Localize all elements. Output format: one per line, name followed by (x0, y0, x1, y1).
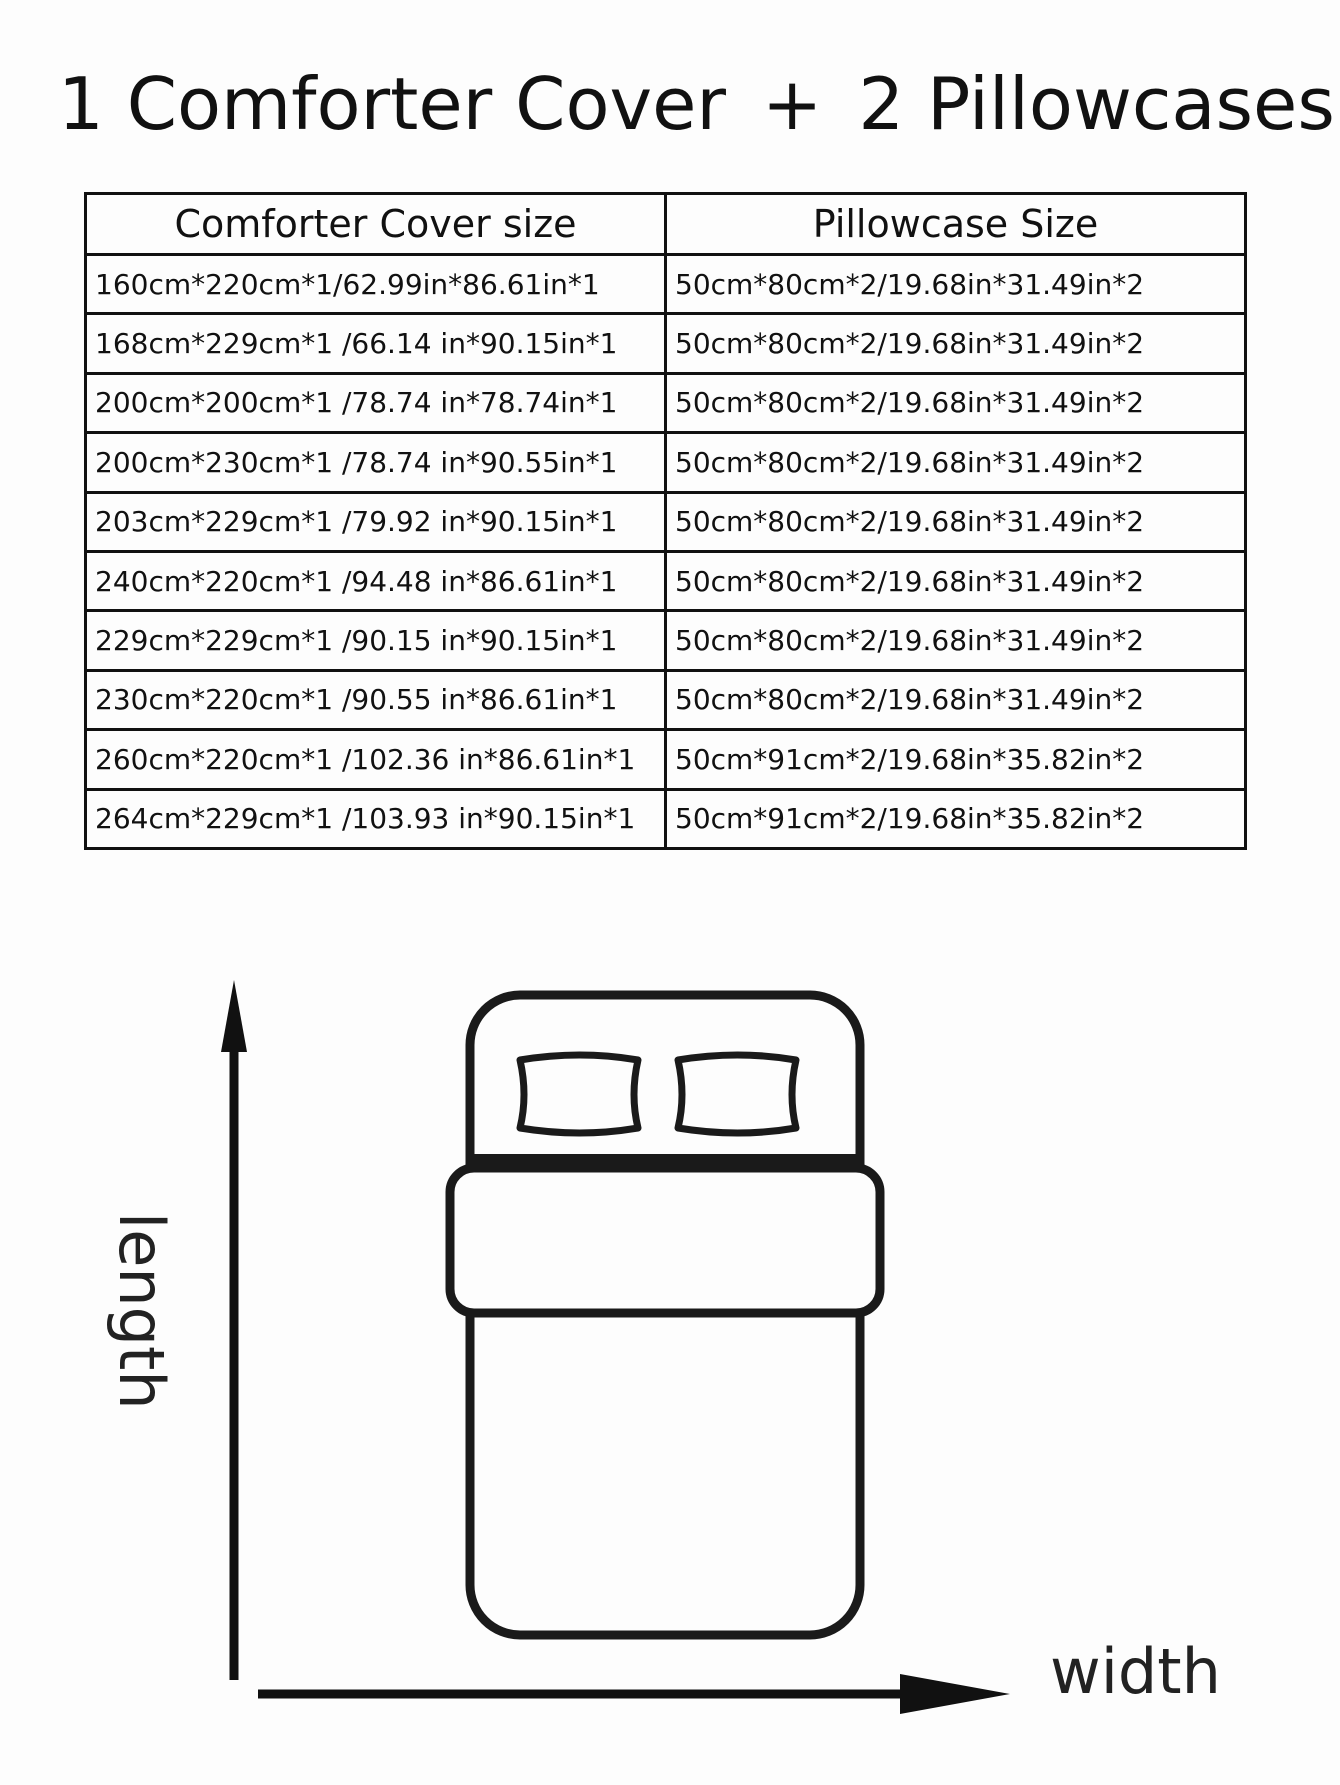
comforter-size-cell: 229cm*229cm*1 /90.15 in*90.15in*1 (86, 611, 666, 670)
pillowcase-size-cell: 50cm*91cm*2/19.68in*35.82in*2 (666, 730, 1246, 789)
table-row (86, 551, 1246, 610)
table-row (86, 255, 1246, 314)
pillow-icon (520, 1055, 638, 1133)
pillowcase-size-cell: 50cm*80cm*2/19.68in*31.49in*2 (666, 551, 1246, 610)
table-row (86, 670, 1246, 729)
comforter-size-cell: 264cm*229cm*1 /103.93 in*90.15in*1 (86, 789, 666, 848)
pillowcase-size-cell: 50cm*80cm*2/19.68in*31.49in*2 (666, 611, 1246, 670)
table-row (86, 492, 1246, 551)
comforter-size-cell: 160cm*220cm*1/62.99in*86.61in*1 (86, 255, 666, 314)
pillowcase-size-cell: 50cm*80cm*2/19.68in*31.49in*2 (666, 433, 1246, 492)
table-row (86, 730, 1246, 789)
pillowcase-size-cell: 50cm*80cm*2/19.68in*31.49in*2 (666, 670, 1246, 729)
pillowcase-size-cell: 50cm*80cm*2/19.68in*31.49in*2 (666, 373, 1246, 432)
length-label: length (105, 1212, 178, 1410)
comforter-size-cell: 200cm*230cm*1 /78.74 in*90.55in*1 (86, 433, 666, 492)
table-header-row (86, 194, 1246, 255)
pillowcase-size-cell: 50cm*80cm*2/19.68in*31.49in*2 (666, 255, 1246, 314)
title-right: 2 Pillowcases (858, 62, 1335, 146)
title-plus: + (762, 62, 823, 146)
arrow-right-icon (258, 1674, 1010, 1714)
table-row (86, 314, 1246, 373)
pillow-icon (678, 1055, 796, 1133)
comforter-size-cell: 203cm*229cm*1 /79.92 in*90.15in*1 (86, 492, 666, 551)
table-row (86, 789, 1246, 848)
table-row (86, 433, 1246, 492)
pillowcase-size-cell: 50cm*80cm*2/19.68in*31.49in*2 (666, 314, 1246, 373)
table-row (86, 373, 1246, 432)
page-title (58, 62, 1335, 146)
comforter-size-cell: 240cm*220cm*1 /94.48 in*86.61in*1 (86, 551, 666, 610)
pillowcase-size-cell: 50cm*91cm*2/19.68in*35.82in*2 (666, 789, 1246, 848)
size-table (84, 192, 1247, 850)
header-pillowcase-size: Pillowcase Size (666, 194, 1246, 255)
comforter-size-cell: 260cm*220cm*1 /102.36 in*86.61in*1 (86, 730, 666, 789)
arrow-up-icon (221, 980, 247, 1680)
comforter-size-cell: 168cm*229cm*1 /66.14 in*90.15in*1 (86, 314, 666, 373)
title-left: 1 Comforter Cover (58, 62, 727, 146)
header-comforter-size: Comforter Cover size (86, 194, 666, 255)
comforter-size-cell: 200cm*200cm*1 /78.74 in*78.74in*1 (86, 373, 666, 432)
width-label: width (1050, 1635, 1221, 1708)
table-row (86, 611, 1246, 670)
pillowcase-size-cell: 50cm*80cm*2/19.68in*31.49in*2 (666, 492, 1246, 551)
comforter-size-cell: 230cm*220cm*1 /90.55 in*86.61in*1 (86, 670, 666, 729)
bed-icon (450, 995, 880, 1635)
